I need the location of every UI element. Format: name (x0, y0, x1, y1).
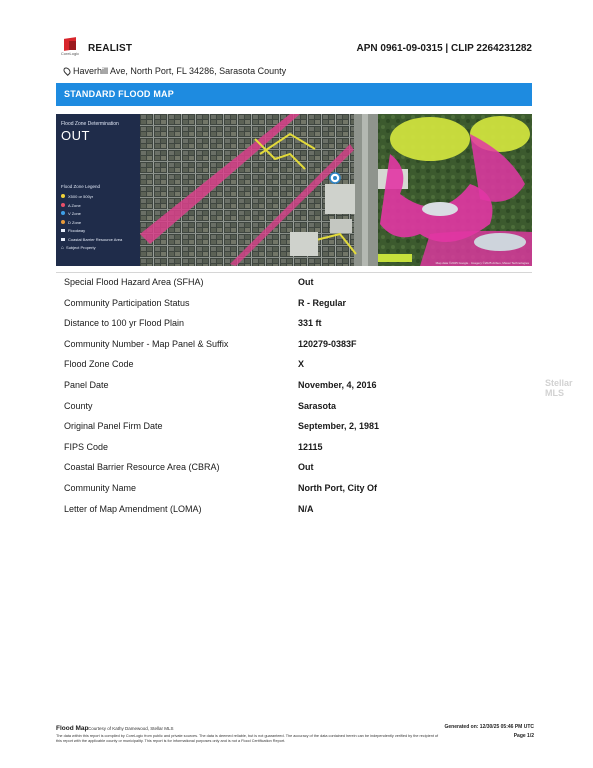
legend-swatch (61, 203, 65, 207)
detail-row (64, 421, 524, 442)
legend-item: ⌂ Subject Property (61, 245, 96, 251)
legend-swatch (61, 238, 65, 241)
legend-swatch (61, 194, 65, 198)
report-footer (56, 722, 534, 752)
watermark: Stellar MLS (545, 378, 573, 398)
determination-value: OUT (61, 128, 90, 143)
legend-item: Floodway (61, 228, 139, 237)
detail-value: X (298, 359, 305, 370)
detail-row (64, 298, 524, 319)
legend-item: A Zone (61, 203, 139, 212)
detail-label: Coastal Barrier Resource Area (CBRA) (64, 462, 220, 473)
detail-label: Distance to 100 yr Flood Plain (64, 318, 185, 329)
legend-swatch (61, 211, 65, 215)
detail-row (64, 339, 524, 360)
detail-value: R - Regular (298, 297, 347, 308)
report-header (56, 38, 534, 62)
determination-title: Flood Zone Determination (61, 121, 119, 127)
detail-row (64, 359, 524, 380)
map-pin-icon (62, 66, 72, 76)
detail-label: Panel Date (64, 379, 109, 390)
flood-details-table (64, 277, 524, 524)
legend-item: V Zone (61, 211, 139, 220)
legend-item: X500 or 500yr (61, 194, 139, 203)
product-name: REALIST (88, 43, 133, 54)
detail-row (64, 442, 524, 463)
map-info-panel (56, 114, 140, 266)
detail-value: 120279-0383F (298, 338, 357, 349)
legend-item: D Zone (61, 220, 139, 229)
detail-label: Community Participation Status (64, 297, 190, 308)
home-icon: ⌂ (61, 245, 65, 251)
detail-label: Letter of Map Amendment (LOMA) (64, 503, 202, 514)
detail-value: Out (298, 277, 314, 287)
legend-title: Flood Zone Legend (61, 184, 101, 189)
legend-item: Coastal Barrier Resource Area (61, 237, 139, 246)
detail-label: FIPS Code (64, 441, 109, 452)
generated-timestamp: Generated on: 12/30/25 05:46 PM UTC (444, 724, 534, 730)
detail-label: Community Name (64, 482, 137, 493)
detail-row (64, 277, 524, 298)
detail-value: 331 ft (298, 318, 322, 329)
detail-row (64, 380, 524, 401)
detail-value: 12115 (298, 441, 323, 452)
section-title: STANDARD FLOOD MAP (64, 89, 174, 99)
detail-value: November, 4, 2016 (298, 379, 377, 390)
corelogic-logo: CoreLogic (58, 38, 82, 60)
legend-swatch (61, 229, 65, 232)
divider (56, 272, 532, 273)
detail-row (64, 318, 524, 339)
detail-row (64, 504, 524, 525)
detail-label: Flood Zone Code (64, 359, 134, 370)
property-address (64, 66, 286, 76)
flood-legend (61, 194, 139, 254)
legend-swatch (61, 220, 65, 224)
detail-value: N/A (298, 503, 314, 514)
apn-clip: APN 0961-09-0315 | CLIP 2264231282 (356, 43, 532, 54)
detail-row (64, 483, 524, 504)
detail-value: Sarasota (298, 400, 337, 411)
page-number: Page 1/2 (513, 733, 534, 739)
detail-label: Original Panel Firm Date (64, 421, 163, 432)
detail-value: Out (298, 462, 314, 473)
detail-label: County (64, 400, 93, 411)
detail-value: North Port, City Of (298, 482, 377, 493)
detail-row (64, 462, 524, 483)
footer-disclaimer: The data within this report is compiled by CoreLogic from public and private sources. The data is deemed reliable, but is not guaranteed. The accuracy of the data contained herein can be independently verified by the recipient of this report with the applicable county or municipality. This report is for informational purposes only and is not a Flood Certification Report. (56, 734, 439, 743)
footer-courtesy: Courtesy of Kathy Damewood, Stellar MLS (88, 726, 174, 731)
satellite-map-image (140, 114, 532, 266)
section-title-bar (56, 83, 532, 106)
detail-value: September, 2, 1981 (298, 421, 380, 432)
flood-map (56, 114, 532, 266)
detail-row (64, 401, 524, 422)
detail-label: Special Flood Hazard Area (SFHA) (64, 277, 204, 287)
address-text: Haverhill Ave, North Port, FL 34286, Sarasota County (73, 66, 287, 76)
detail-label: Community Number - Map Panel & Suffix (64, 338, 229, 349)
footer-title: Flood Map (56, 725, 89, 732)
map-attribution: Map data ©2025 Google · Imagery ©2025 Airbus, Maxar Technologies (435, 261, 529, 265)
